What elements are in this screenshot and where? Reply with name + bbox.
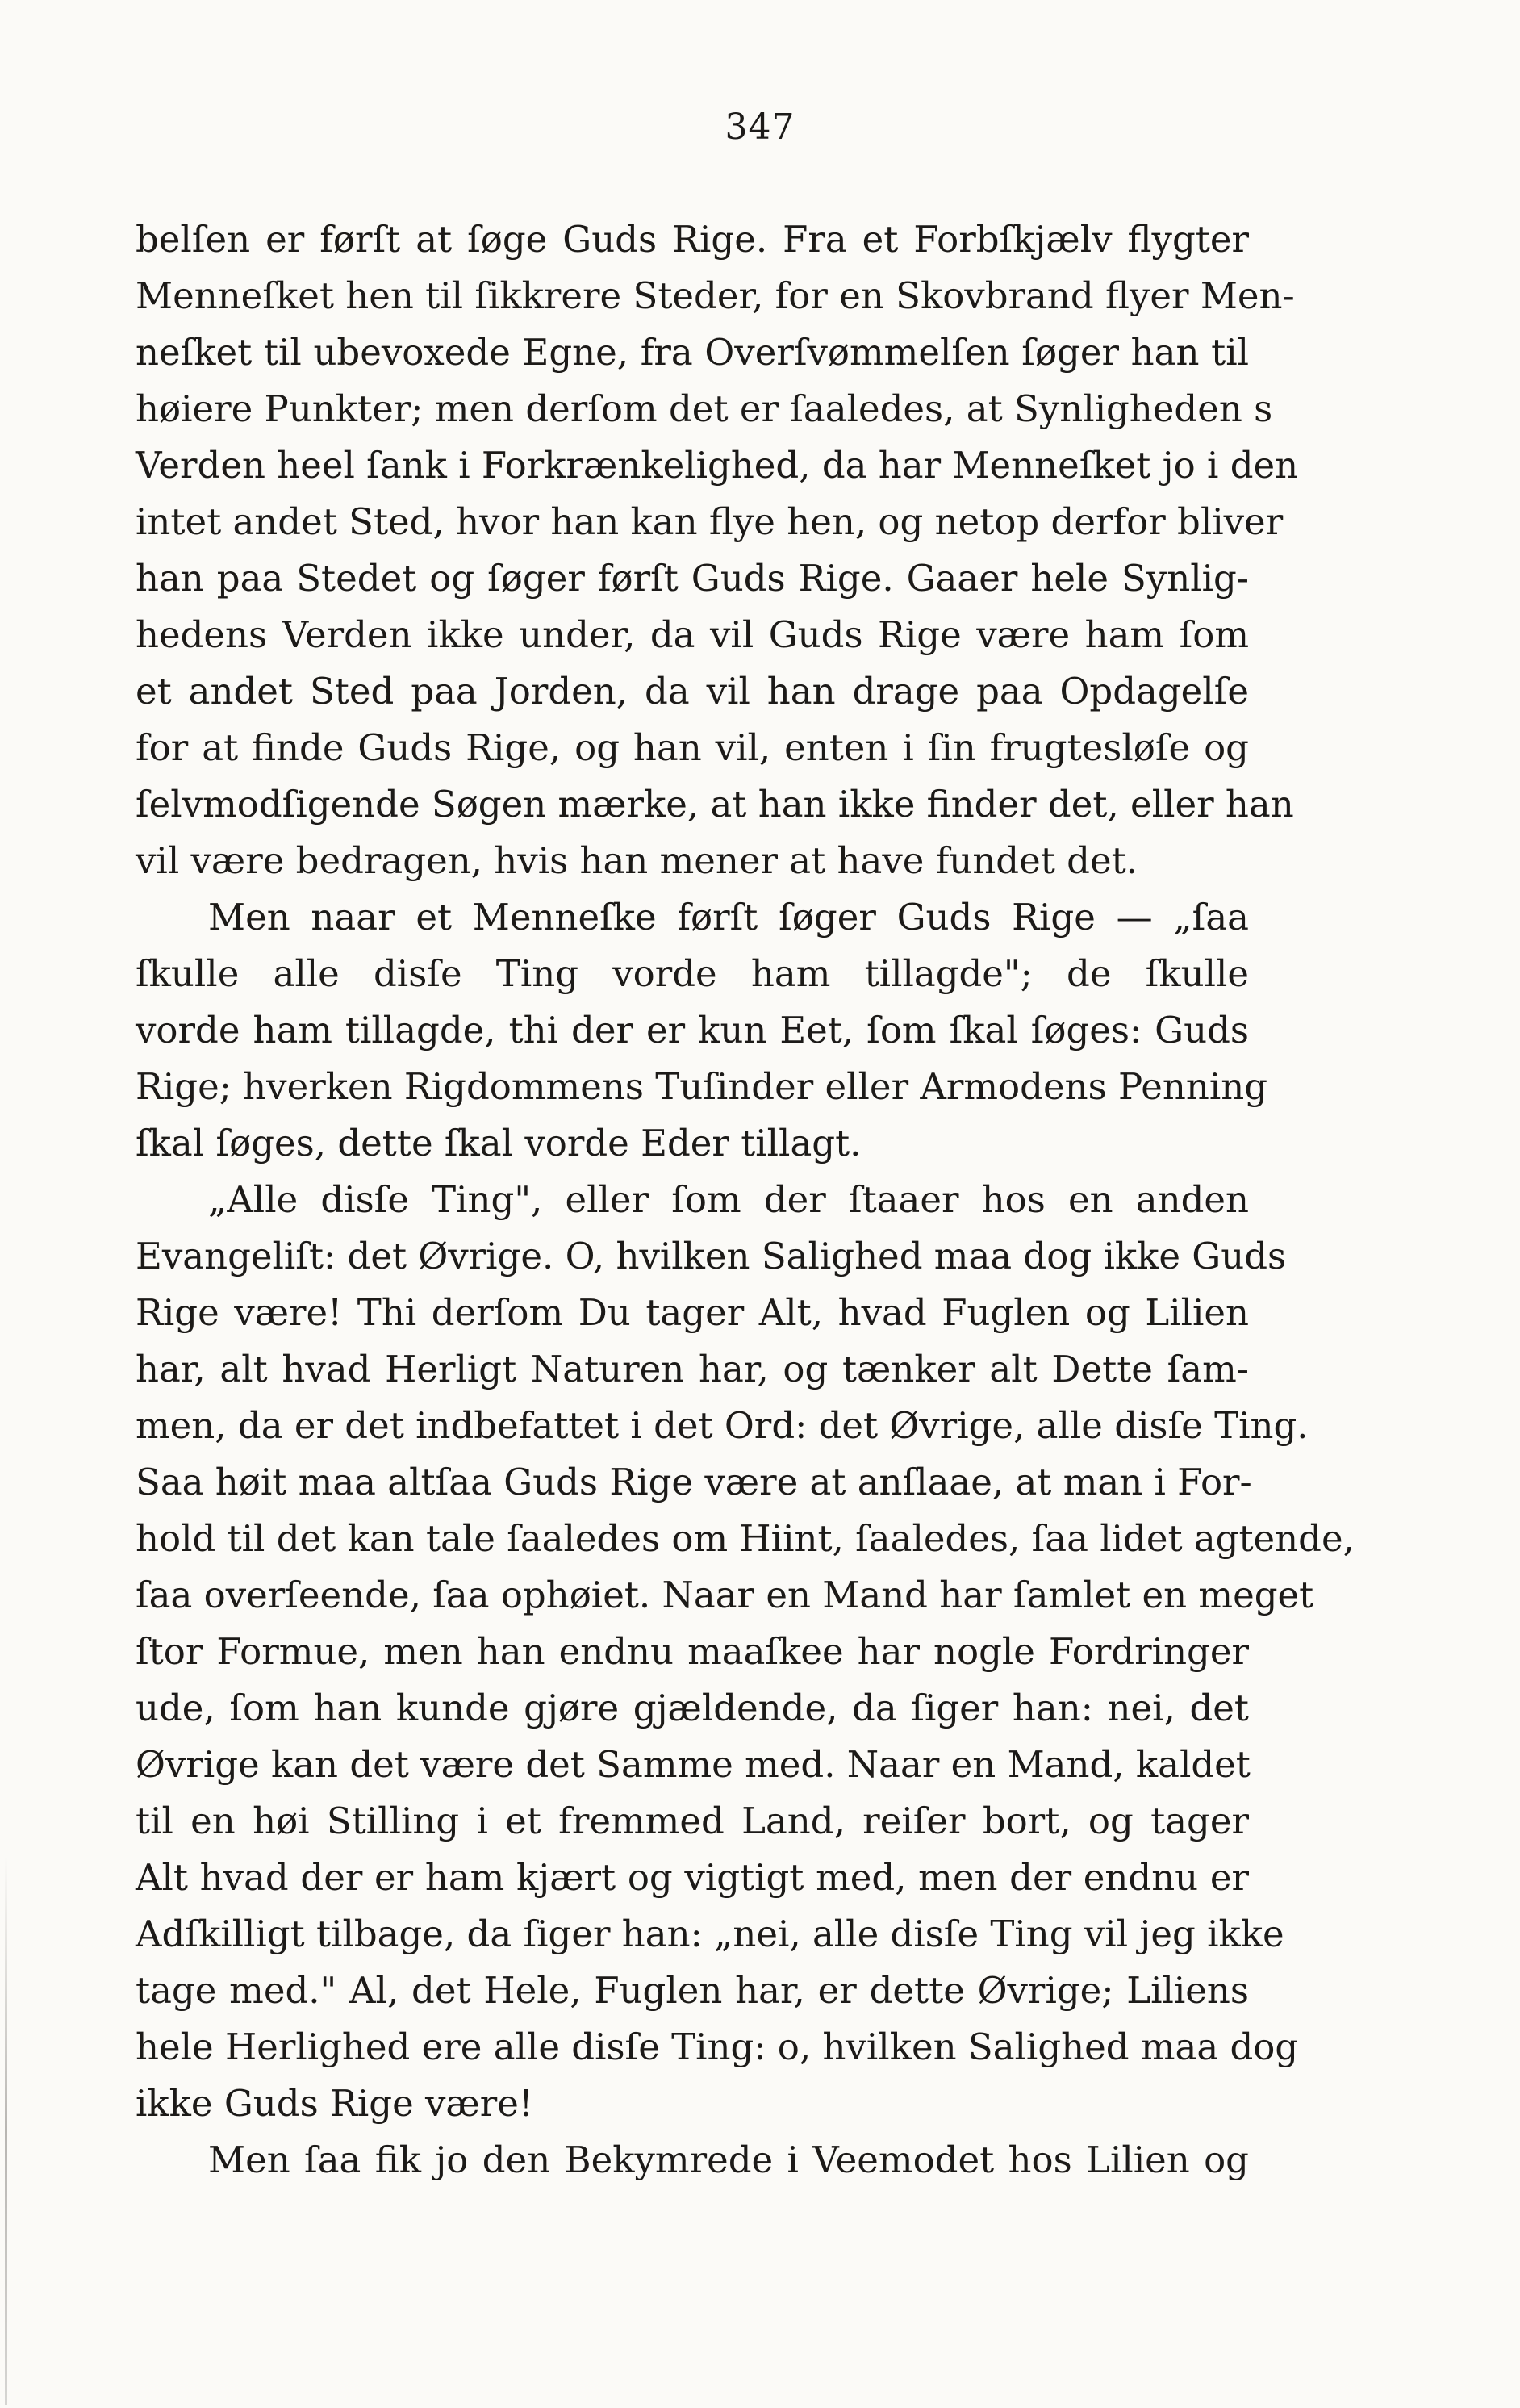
text-line: belſen er førſt at ſøge Guds Rige. Fra et Forbſkjælv flygter: [136, 218, 1249, 261]
text-line: Saa høit maa altſaa Guds Rige være at anſlaae, at man i For-: [136, 1461, 1252, 1503]
text-line: Alt hvad der er ham kjært og vigtigt med, men der endnu er: [136, 1856, 1249, 1899]
text-line: Menneſket hen til ſikkrere Steder, for en Skovbrand flyer Men-: [136, 274, 1295, 317]
text-line: et andet Sted paa Jorden, da vil han drage paa Opdagelſe: [136, 670, 1249, 713]
text-line: neſket til ubevoxede Egne, fra Overſvømmelſen ſøger han til: [136, 331, 1249, 374]
text-line: Rige være! Thi derſom Du tager Alt, hvad Fuglen og Lilien: [136, 1291, 1249, 1334]
text-line: til en høi Stilling i et fremmed Land, reiſer bort, og tager: [136, 1800, 1249, 1842]
text-line: hele Herlighed ere alle disſe Ting: o, hvilken Salighed maa dog: [136, 2025, 1299, 2068]
paragraph: [136, 211, 1299, 889]
text-line: hold til det kan tale ſaaledes om Hiint, ſaaledes, ſaa lidet agtende,: [136, 1517, 1355, 1560]
text-line: tage med." Al, det Hele, Fuglen har, er dette Øvrige; Liliens: [136, 1969, 1249, 2012]
paragraph: [136, 889, 1267, 1172]
text-line: ude, ſom han kunde gjøre gjældende, da ſiger han: nei, det: [136, 1687, 1249, 1729]
text-line: Rige; hverken Rigdommens Tuſinder eller Armodens Penning: [136, 1065, 1267, 1108]
text-line: intet andet Sted, hvor han kan flye hen, og netop derfor bliver: [136, 500, 1284, 543]
text-line: ſtor Formue, men han endnu maaſkee har nogle Fordringer: [136, 1630, 1249, 1673]
text-line: ſelvmodſigende Søgen mærke, at han ikke finder det, eller han: [136, 783, 1294, 826]
page-number: 347: [725, 107, 795, 148]
paragraph: [136, 1172, 1355, 2132]
text-line: ſaa overſeende, ſaa ophøiet. Naar en Mand har ſamlet en meget: [136, 1574, 1314, 1616]
text-line: „Alle disſe Ting", eller ſom der ſtaaer hos en anden: [208, 1178, 1249, 1221]
text-line: men, da er det indbefattet i det Ord: det Øvrige, alle disſe Ting.: [136, 1404, 1309, 1447]
text-line: Evangeliſt: det Øvrige. O, hvilken Salighed maa dog ikke Guds: [136, 1235, 1287, 1277]
text-line: Adſkilligt tilbage, da ſiger han: „nei, alle disſe Ting vil jeg ikke: [136, 1913, 1284, 1955]
text-line: har, alt hvad Herligt Naturen har, og tænker alt Dette ſam-: [136, 1348, 1249, 1390]
text-line: vil være bedragen, hvis han mener at have fundet det.: [136, 839, 1138, 882]
text-line: ſkulle alle disſe Ting vorde ham tillagde"; de ſkulle: [136, 952, 1249, 995]
body-text: [136, 211, 1355, 2189]
text-line: for at finde Guds Rige, og han vil, enten i ſin frugtesløſe og: [136, 726, 1249, 769]
page-edge-shadow: [5, 1856, 7, 2405]
text-line: ſkal ſøges, dette ſkal vorde Eder tillagt.: [136, 1122, 862, 1164]
text-line: Øvrige kan det være det Samme med. Naar en Mand, kaldet: [136, 1743, 1251, 1786]
text-line: høiere Punkter; men derſom det er ſaaledes, at Synligheden s: [136, 387, 1273, 430]
text-line: hedens Verden ikke under, da vil Guds Rige være ham ſom: [136, 613, 1249, 656]
text-line: han paa Stedet og ſøger førſt Guds Rige. Gaaer hele Synlig-: [136, 557, 1249, 600]
paragraph: [136, 2132, 1249, 2189]
text-line: Men ſaa fik jo den Bekymrede i Veemodet hos Lilien og: [208, 2138, 1249, 2181]
text-line: Verden heel ſank i Forkrænkelighed, da har Menneſket jo i den: [136, 444, 1299, 487]
text-line: ikke Guds Rige være!: [136, 2082, 533, 2125]
text-line: vorde ham tillagde, thi der er kun Eet, ſom ſkal ſøges: Guds: [136, 1009, 1249, 1051]
text-line: Men naar et Menneſke førſt ſøger Guds Rige — „ſaa: [208, 896, 1249, 939]
